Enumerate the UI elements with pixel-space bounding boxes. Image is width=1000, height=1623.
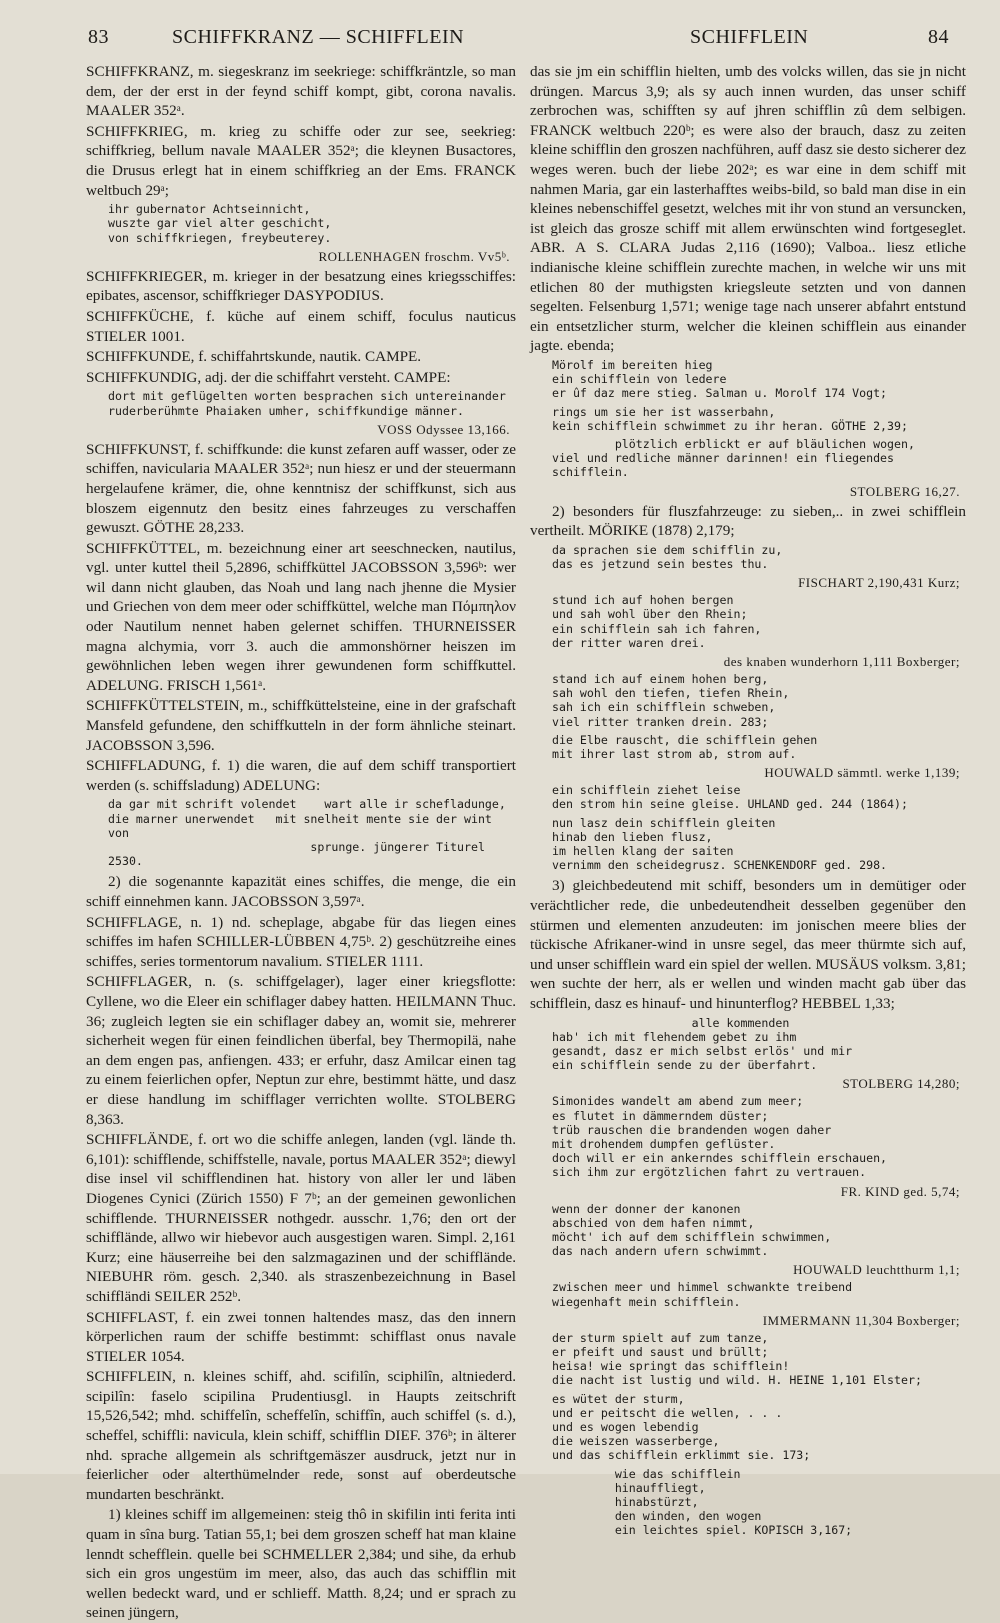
dictionary-entry: SCHIFFKRIEG, m. krieg zu schiffe oder zur see, seekrieg: schiffkrieg, bellum navale MAALER 352ᵃ; die kleynen Busactores, die Drusus erlegt hat in einem schiffkrieg an der Ems. FRANCK weltbuch 29ᵃ; [86, 122, 516, 199]
dictionary-entry: SCHIFFKÜTTELSTEIN, m., schiffküttelsteine, eine in der grafschaft Mansfeld gefundene, den schiffkutteln in der form ähnliche steinart. JACOBSSON 3,596. [86, 697, 516, 754]
quotation-source: ROLLENHAGEN froschm. Vv5ᵇ. [318, 248, 510, 264]
quotation-source: FISCHART 2,190,431 Kurz; [798, 575, 960, 591]
left-column [86, 62, 516, 1622]
verse-quotation: der sturm spielt auf zum tanze, er pfeift und saust und brüllt; heisa! wie springt das schifflein! die nacht ist lustig und wild. H. HEINE 1,101 Elster; [552, 1330, 922, 1388]
verse-quotation: stand ich auf einem hohen berg, sah wohl den tiefen, tiefen Rhein, sah ich ein schifflein schweben, viel ritter tranken drein. 283; [552, 671, 790, 729]
left-running-title: SCHIFFKRANZ — SCHIFFLEIN [172, 26, 465, 48]
dictionary-entry: SCHIFFLÄNDE, f. ort wo die schiffe anlegen, landen (vgl. lände th. 6,101): schifflende, schiffstelle, navale, portus MAALER 352ᵃ; diewyl dise insel vil schifflendinen hat. history von aller ler und läben Diogenes Cynici (Zürich 1550) F 7ᵇ; an der gemeinen gewonlichen schifflende. THURNEISSER nothgedr. ausschr. 1,76; den ort der schifflände, allwo wir hiebevor auch ausgestigen waren. Simpl. 2,161 Kurz; eine häuserreihe bei den salzmagazinen und der schifflände. NIEBUHR röm. gesch. 2,340. als straszenbezeichnung in Basel schiffländi SEILER 252ᵇ. [86, 1131, 516, 1305]
quotation-source: IMMERMANN 11,304 Boxberger; [762, 1312, 960, 1328]
verse-quotation: ihr gubernator Achtseinnicht, wuszte gar viel alter geschicht, von schiffkriegen, freybeuterey. [108, 202, 332, 245]
right-page-number: 84 [928, 26, 949, 48]
right-column [530, 62, 966, 1538]
verse-quotation: wenn der donner der kanonen abschied von dem hafen nimmt, möcht' ich auf dem schifflein schwimmen, das nach andern ufern schwimmt. [552, 1201, 832, 1259]
dictionary-entry: SCHIFFLAGE, n. 1) nd. scheplage, abgabe für das liegen eines schiffes im hafen SCHILLER-LÜBBEN 4,75ᵇ. 2) geschützreihe eines schiffes, series tormentorum navalium. STIELER 1111. [86, 913, 516, 970]
dictionary-entry: SCHIFFKRANZ, m. siegeskranz im seekriege: schiffkräntzle, so man dem, der der erst in der feynd schiff kompt, gibt, corona navalis. MAALER 352ᵃ. [86, 63, 516, 120]
dictionary-entry: SCHIFFLEIN, n. kleines schiff, ahd. scifilîn, sciphilîn, altniederd. scipilîn: faselo scipilina Prudentiusgl. in Haupts zeitschrift 15,526,542; mhd. schiffelîn, scheffelîn, schiffîn, auch schiffel (s. d.), scheffel, schiffli: navicula, klein schiff, schifflin DIEF. 376ᵇ; in älterer nhd. sprache allgemein als schriftgemäszer ausdruck, jetzt nur in feierlicher oder alterthümelnder rede, sonst auf oberdeutsche mundarten beschränkt. [86, 1368, 516, 1503]
verse-quotation: es wütet der sturm, und er peitscht die wellen, . . . und es wogen lebendig die weiszen wasserberge, und das schifflein erklimmt sie. 173; [552, 1391, 811, 1463]
dictionary-entry: 3) gleichbedeutend mit schiff, besonders um in demütiger oder verächtlicher rede, die unbedeutendheit desselben gegenüber den stürmen und elementen anzudeuten: im jonischen meere blies der tückische Afrikaner-wind in unsre segel, das meer thürmte sich auf, und unser schifflein ward ein spiel der wellen. MUSÄUS volksm. 3,81; wen suchte der herr, als er wellen und winden macht gab über das schifflein, dasz es hinauf- und hinunterflog? HEBBEL 1,33; [530, 877, 966, 1012]
dictionary-entry: das sie jm ein schifflin hielten, umb des volcks willen, das sie jn nicht drüngen. Marcus 3,9; als sy auch innen wurden, das unser schiff zerbrochen was, schifften sy auf jhren schifflin zû dem selbigen. FRANCK weltbuch 220ᵇ; es were also der brauch, dasz zu zeiten kleine schifflin den groszen nachführen, auff dasz sie desto sicherer dez weges weren. buch der liebe 202ᵃ; es war eine in dem schiff mit nahmen Maria, gar ein lasterhafftes weibs-bild, so bald man dise in ein kleines nebenschiffel gesetzt, welches mit ihr von stund an versuncken, ist gleich das grosze schiff mit allem erwünschten wind fortgeseglet. ABR. A S. CLARA Judas 2,116 (1690); Valboa.. liesz etliche indianische kleine schifflein zurechte machen, in welche wir uns mit etlichen 80 der muthigsten kriegsleute setzten und von dannen segelten. Felsenburg 1,571; wenige tage nach unserer abfahrt entstund ein entsetzlicher sturm, welcher die kleinen schifflein aus einander jagte. ebenda; [530, 63, 966, 355]
verse-quotation: da sprachen sie dem schifflin zu, das es jetzund sein bestes thu. [552, 542, 783, 571]
dictionary-entry: SCHIFFLAGER, n. (s. schiffgelager), lager einer kriegsflotte: Cyllene, wo die Eleer ein schiflager dabey hatten. HEILMANN Thuc. 36; zugleich legten sie ein schiflager dabey an, womit sie, mehrerer sicherheit wegen für einen feindlichen überfal, bey Thermopilä, nahe an dem engen pas, anfiengen. 433; er erfuhr, dasz Amilcar einen tag zu einem feierlichen opfer, Neptun zur ehre, bestimmt hätte, und dasz er diese handlung im schifflager verrichten wollte. STOLBERG 8,363. [86, 973, 516, 1128]
quotation-source: STOLBERG 14,280; [842, 1076, 960, 1092]
verse-quotation: dort mit geflügelten worten besprachen sich untereinander ruderberühmte Phaiaken umher, schiffkundige männer. [108, 389, 506, 418]
dictionary-entry: SCHIFFKUNST, f. schiffkunde: die kunst zefaren auff wasser, oder ze schiffen, navicularia MAALER 352ᵃ; nun hiesz er und der steuermann hergelaufene krämer, die, ohne kenntnisz der schiffkunst, sich aus bloszem eigennutz den besitz eines fahrzeuges zu verschaffen gewuszt. GÖTHE 28,233. [86, 440, 516, 537]
verse-quotation: die Elbe rauscht, die schifflein gehen mit ihrer last strom ab, strom auf. [552, 732, 818, 761]
dictionary-entry: SCHIFFKRIEGER, m. krieger in der besatzung eines kriegsschiffes: epibates, ascensor, schiffkrieger DASYPODIUS. [86, 267, 516, 305]
dictionary-entry: 1) kleines schiff im allgemeinen: steig thô in skifilin inti ferita inti quam in sîna burg. Tatian 55,1; bei dem groszen scheff hat man klaine lenndt schefflein. quelle bei SCHMELLER 2,384; und sihe, da erhub sich ein gros ungestüm im meer, also, das auch das schifflin mit wellen bedeckt ward, und er schlieff. Matth. 8,24; und er sprach zu seinen jüngern, [86, 1506, 516, 1622]
dictionary-entry: SCHIFFLADUNG, f. 1) die waren, die auf dem schiff transportiert werden (s. schiffsladung) ADELUNG: [86, 757, 516, 794]
verse-quotation: Mörolf im bereiten hieg ein schifflein von ledere er ûf daz mere stieg. Salman u. Morolf 174 Vogt; [552, 357, 888, 401]
dictionary-entry: 2) besonders für fluszfahrzeuge: zu sieben,.. in zwei schifflein vertheilt. MÖRIKE (1878) 2,179; [530, 502, 966, 540]
verse-quotation: nun lasz dein schifflein gleiten hinab den lieben flusz, im hellen klang der saiten vernimm den scheidegrusz. SCHENKENDORF ged. 298. [552, 815, 888, 873]
dictionary-entry: SCHIFFKÜTTEL, m. bezeichnung einer art seeschnecken, nautilus, vgl. unter kuttel theil 5,2896, schiffküttel JACOBSSON 3,596ᵇ: wer wil dann nicht glauben, das Noah und lang nach jhenne die Mysier und Griechen von dem meer oder schiffküttel, welche man Πόμπηλον oder Nautilum nennet haben gelernet schiffen. THURNEISSER magna alchymia, vorr 3. auch die ammonshörner heiszen im gewöhnlichen leben wegen ihrer gewundenen form schiffkuttel. ADELUNG. FRISCH 1,561ᵃ. [86, 539, 516, 694]
left-page-number: 83 [88, 26, 109, 48]
verse-quotation: rings um sie her ist wasserbahn, kein schifflein schwimmet zu ihr heran. GÖTHE 2,39; [552, 404, 908, 433]
dictionary-entry: SCHIFFKUNDE, f. schiffahrtskunde, nautik. CAMPE. [86, 348, 422, 366]
quotation-source: HOUWALD leuchtthurm 1,1; [793, 1262, 960, 1278]
quotation-source: des knaben wunderhorn 1,111 Boxberger; [723, 653, 960, 669]
quotation-source: STOLBERG 16,27. [849, 483, 960, 499]
verse-quotation: wie das schifflein hinauffliegt, hinabstürzt, den winden, den wogen ein leichtes spiel. KOPISCH 3,167; [614, 1466, 853, 1538]
dictionary-entry: SCHIFFLAST, f. ein zwei tonnen haltendes masz, das den innern körperlichen raum der schiffe bestimmt: schifflast onus navale STIELER 1054. [86, 1308, 516, 1365]
verse-quotation: zwischen meer und himmel schwankte treibend wiegenhaft mein schifflein. [552, 1280, 853, 1309]
verse-quotation: alle kommenden hab' ich mit flehendem gebet zu ihm gesandt, dasz er mich selbst erlös' und mir ein schifflein sende zu der überfahrt. [552, 1015, 853, 1073]
right-running-title: SCHIFFLEIN [690, 26, 809, 48]
verse-quotation: Simonides wandelt am abend zum meer; es flutet in dämmerndem düster; trüb rauschen die brandenden wogen daher mit drohendem dumpfen geflüster. doch will er ein ankerndes schifflein erschauen, sich ihm zur ergötzlichen fahrt zu vertrauen. [552, 1094, 888, 1180]
dictionary-entry: 2) die sogenannte kapazität eines schiffes, die menge, die ein schiff einnehmen kann. JACOBSSON 3,597ᵃ. [86, 873, 516, 911]
verse-quotation: plötzlich erblickt er auf bläulichen wogen, viel und redliche männer darinnen! ein fliegendes schifflein. [552, 436, 915, 480]
dictionary-entry: SCHIFFKÜCHE, f. küche auf einem schiff, foculus nauticus STIELER 1001. [86, 307, 516, 345]
quotation-source: VOSS Odyssee 13,166. [377, 421, 510, 437]
verse-quotation: da gar mit schrift volendet wart alle ir schefladunge, die marner unerwendet mit snelheit mente sie der wint von sprunge. jüngerer Titurel 2530. [108, 797, 506, 869]
quotation-source: FR. KIND ged. 5,74; [840, 1183, 960, 1199]
dictionary-entry: SCHIFFKUNDIG, adj. der die schiffahrt versteht. CAMPE: [86, 368, 451, 386]
verse-quotation: stund ich auf hohen bergen und sah wohl über den Rhein; ein schifflein sah ich fahren, der ritter waren drei. [552, 593, 762, 650]
verse-quotation: ein schifflein ziehet leise den strom hin seine gleise. UHLAND ged. 244 (1864); [552, 783, 908, 812]
quotation-source: HOUWALD sämmtl. werke 1,139; [764, 765, 960, 781]
